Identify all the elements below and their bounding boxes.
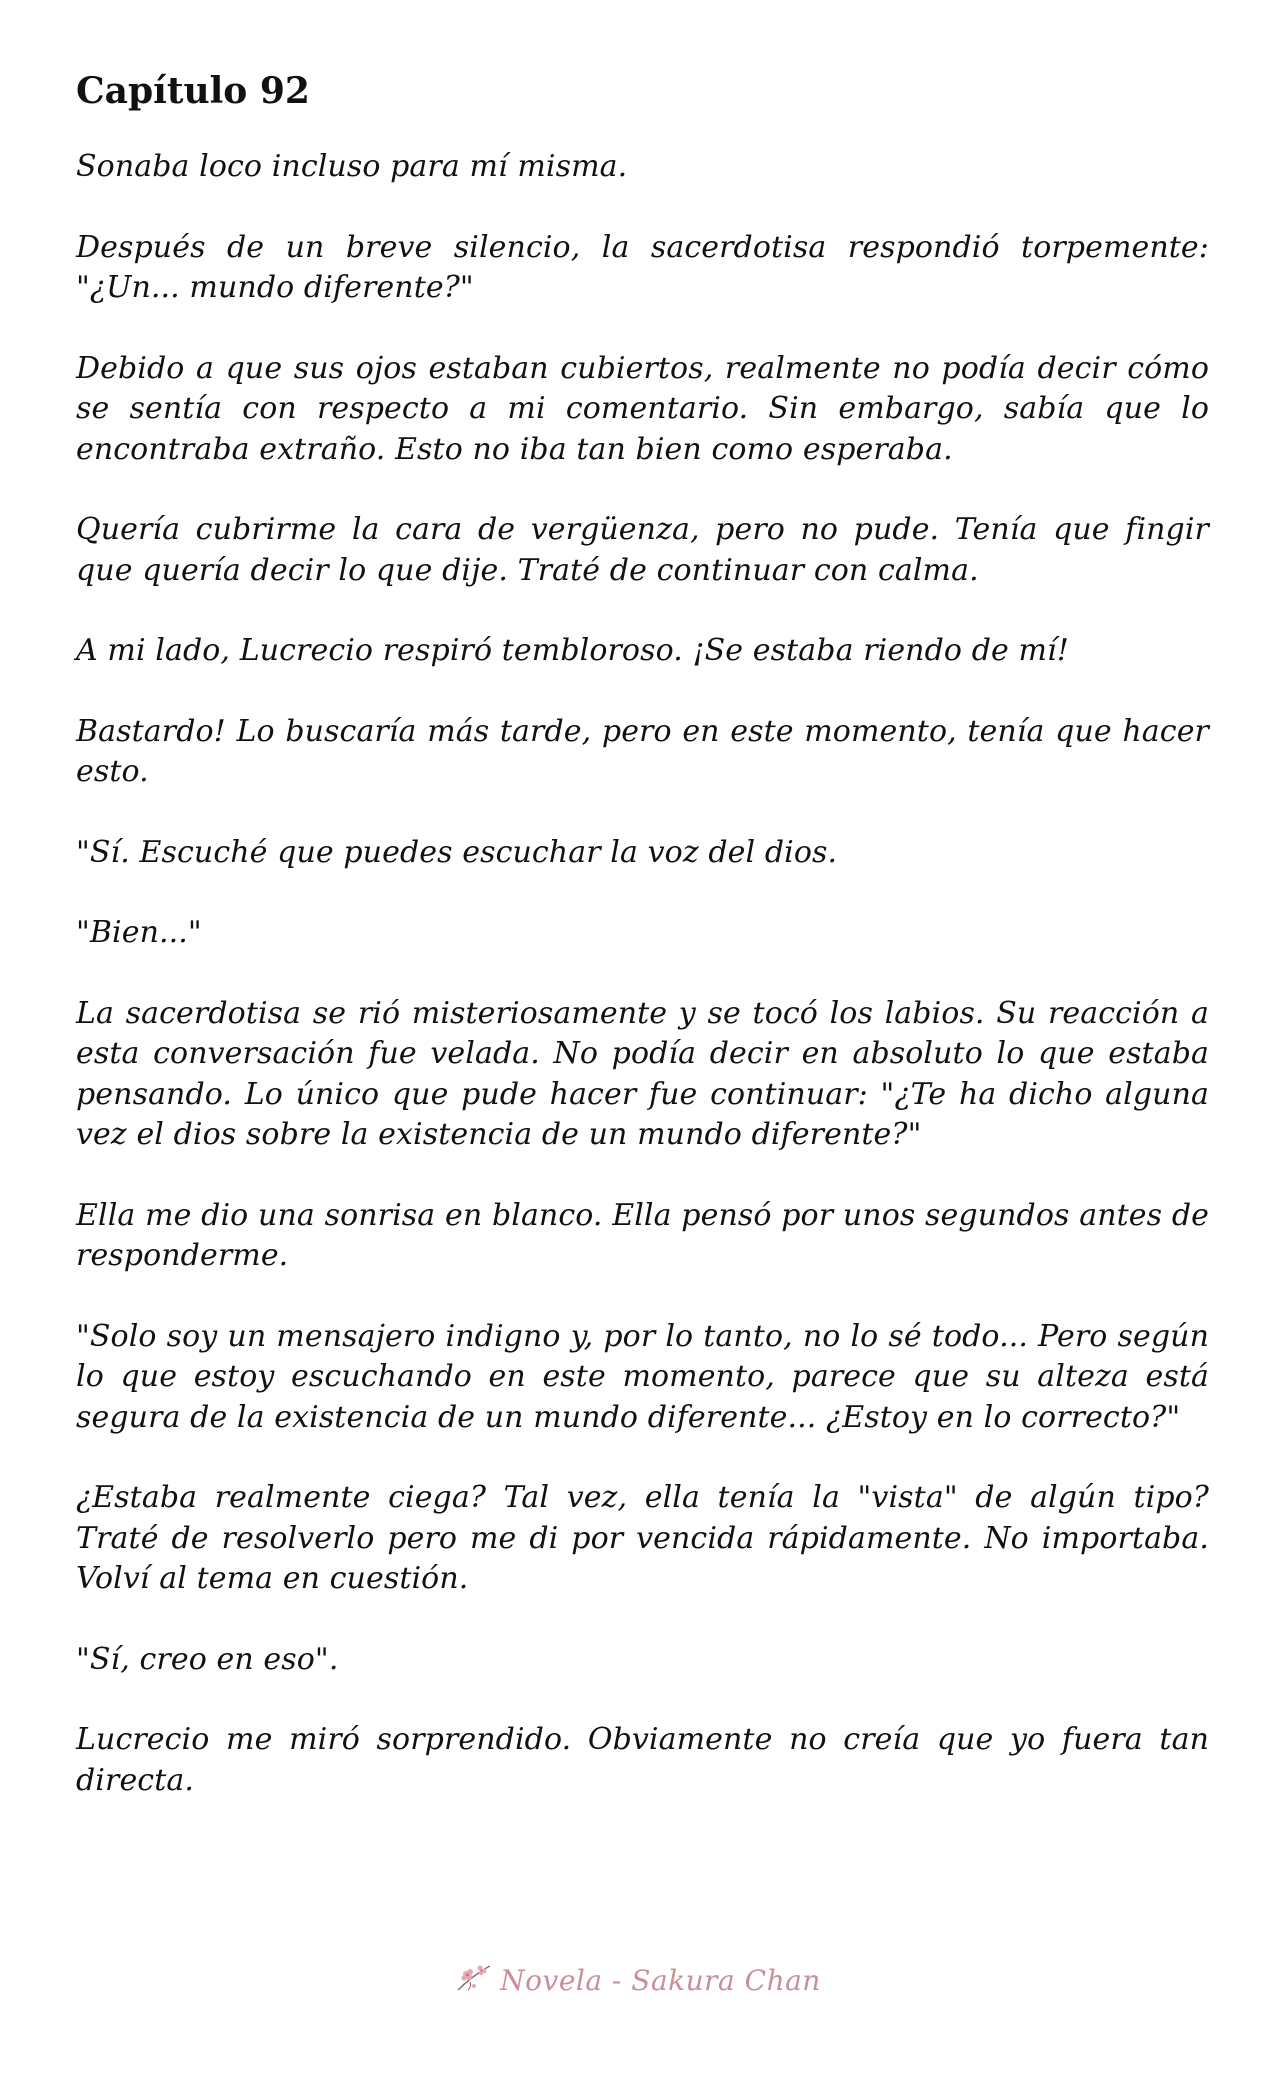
paragraph: Ella me dio una sonrisa en blanco. Ella pensó por unos segundos antes de responderme.: [76, 1197, 1209, 1274]
chapter-title: Capítulo 92: [76, 70, 310, 112]
watermark-text: Novela - Sakura Chan: [500, 1963, 821, 1997]
watermark: [0, 1960, 1275, 2000]
paragraph: ¿Estaba realmente ciega? Tal vez, ella tenía la "vista" de algún tipo? Traté de resolverlo pero me di por vencida rápidamente. No importaba. Volví al tema en cuestión.: [76, 1480, 1209, 1597]
paragraph: Bastardo! Lo buscaría más tarde, pero en este momento, tenía que hacer esto.: [76, 713, 1209, 790]
paragraph: "Sí, creo en eso".: [76, 1641, 339, 1677]
document-page: [76, 70, 1209, 1841]
paragraph: Después de un breve silencio, la sacerdotisa respondió torpemente: "¿Un... mundo diferente?": [76, 229, 1209, 306]
paragraph: Lucrecio me miró sorprendido. Obviamente no creía que yo fuera tan directa.: [76, 1722, 1209, 1798]
paragraph: Sonaba loco incluso para mí misma.: [76, 149, 628, 185]
paragraph: La sacerdotisa se rió misteriosamente y se tocó los labios. Su reacción a esta conversación fue velada. No podía decir en absoluto lo que estaba pensando. Lo único que pude hacer fue continuar: "¿Te ha dicho alguna vez el dios sobre la existencia de un mundo diferente?": [76, 995, 1209, 1153]
sakura-blossom-icon: [454, 1960, 494, 2000]
paragraph: Quería cubrirme la cara de vergüenza, pero no pude. Tenía que fingir que quería decir lo que dije. Traté de continuar con calma.: [76, 512, 1209, 588]
paragraph: A mi lado, Lucrecio respiró tembloroso. ¡Se estaba riendo de mí!: [76, 633, 1069, 669]
paragraph: Debido a que sus ojos estaban cubiertos, realmente no podía decir cómo se sentía con respecto a mi comentario. Sin embargo, sabía que lo encontraba extraño. Esto no iba tan bien como esperaba.: [76, 350, 1209, 467]
paragraph: "Solo soy un mensajero indigno y, por lo tanto, no lo sé todo... Pero según lo que estoy escuchando en este momento, parece que su alteza está segura de la existencia de un mundo diferente... ¿Estoy en lo correcto?": [76, 1318, 1209, 1435]
paragraph: "Bien...": [76, 915, 202, 951]
paragraph: "Sí. Escuché que puedes escuchar la voz del dios.: [76, 834, 838, 870]
